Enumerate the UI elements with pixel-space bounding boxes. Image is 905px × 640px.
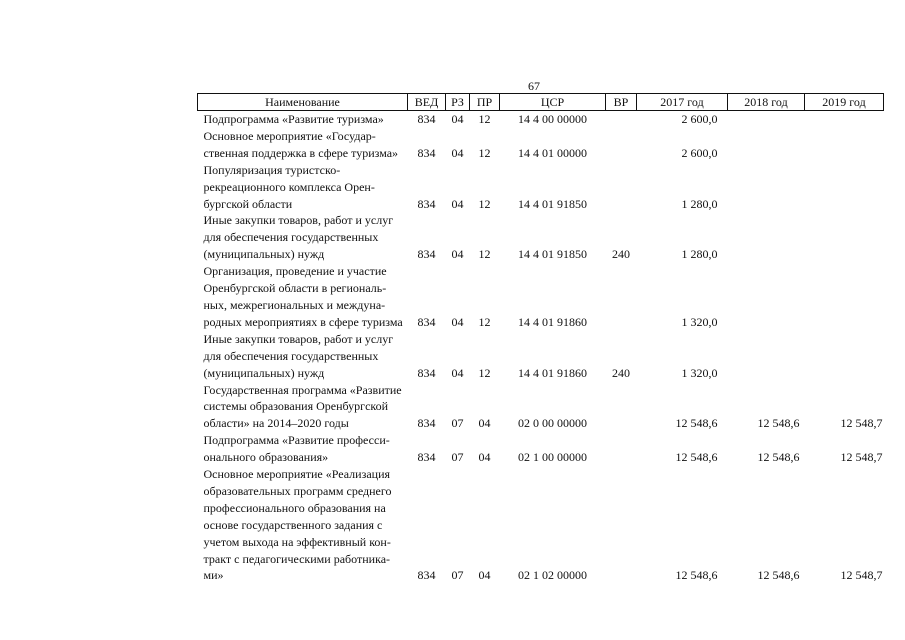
cell-2017: 1 320,0 — [681, 365, 718, 380]
header-2018: 2018 год — [728, 94, 805, 111]
cell-pr: 04 — [478, 450, 491, 465]
cell-rz: 04 — [451, 365, 464, 380]
cell-2019 — [805, 162, 884, 213]
table-row — [198, 466, 884, 584]
cell-ved: 834 — [417, 145, 436, 160]
cell-2019 — [805, 212, 884, 263]
cell-vr — [606, 128, 637, 162]
cell-2019: 12 548,7 — [840, 568, 883, 583]
cell-2017: 2 600,0 — [681, 145, 718, 160]
cell-name: Иные закупки товаров, работ и услуг для обеспечения государственных (муниципальных) нужд — [203, 331, 394, 380]
cell-rz: 04 — [451, 145, 464, 160]
cell-2019 — [805, 111, 884, 128]
cell-ved: 834 — [417, 196, 436, 211]
cell-2017: 1 320,0 — [681, 314, 718, 329]
cell-ved: 834 — [417, 112, 436, 126]
cell-ved: 834 — [417, 568, 436, 583]
cell-vr: 240 — [612, 365, 630, 380]
cell-2019 — [805, 263, 884, 331]
cell-rz: 04 — [451, 247, 464, 262]
cell-csr: 14 4 01 00000 — [518, 145, 587, 160]
cell-2017: 1 280,0 — [681, 196, 718, 211]
cell-2018 — [728, 128, 805, 162]
cell-vr — [606, 263, 637, 331]
cell-ved: 834 — [417, 314, 436, 329]
cell-name: Основное мероприятие «Государственная поддержка в сфере туризма» — [203, 128, 399, 160]
cell-rz: 07 — [451, 450, 464, 465]
budget-table — [197, 93, 884, 584]
header-2017: 2017 год — [637, 94, 728, 111]
page-number: 67 — [528, 79, 540, 93]
cell-2017: 12 548,6 — [675, 450, 718, 465]
table-row — [198, 432, 884, 466]
cell-csr: 14 4 01 91860 — [518, 365, 587, 380]
table-row — [198, 212, 884, 263]
cell-name: Подпрограмма «Развитие профессионального образования» — [203, 433, 390, 465]
cell-2018 — [728, 263, 805, 331]
cell-ved: 834 — [417, 365, 436, 380]
cell-vr — [606, 432, 637, 466]
cell-csr: 02 1 02 00000 — [518, 568, 587, 583]
table-row — [198, 111, 884, 128]
cell-rz: 04 — [451, 112, 464, 126]
cell-csr: 14 4 01 91850 — [518, 247, 587, 262]
cell-2018 — [728, 212, 805, 263]
cell-name: Иные закупки товаров, работ и услуг для обеспечения государственных (муниципальных) нужд — [203, 213, 394, 262]
table-row — [198, 263, 884, 331]
cell-vr — [606, 111, 637, 128]
table-row — [198, 162, 884, 213]
table-row — [198, 331, 884, 382]
cell-pr: 12 — [478, 365, 491, 380]
cell-pr: 04 — [478, 568, 491, 583]
cell-pr: 04 — [478, 416, 491, 431]
cell-csr: 14 4 01 91850 — [518, 196, 587, 211]
cell-pr: 12 — [478, 247, 491, 262]
cell-2018 — [728, 111, 805, 128]
cell-2018 — [728, 162, 805, 213]
cell-pr: 12 — [478, 314, 491, 329]
cell-name: Государственная программа «Развитие системы образования Оренбургской области» на 2014–2020 годы — [203, 382, 402, 431]
cell-rz: 04 — [451, 196, 464, 211]
cell-pr: 12 — [478, 112, 491, 126]
header-name: Наименование — [198, 94, 408, 111]
cell-2017: 1 280,0 — [681, 247, 718, 262]
cell-2018: 12 548,6 — [757, 450, 800, 465]
cell-vr — [606, 466, 637, 584]
cell-pr: 12 — [478, 145, 491, 160]
cell-rz: 07 — [451, 416, 464, 431]
cell-pr: 12 — [478, 196, 491, 211]
cell-ved: 834 — [417, 416, 436, 431]
cell-2019: 12 548,7 — [840, 416, 883, 431]
cell-csr: 14 4 00 00000 — [518, 112, 587, 126]
cell-2019 — [805, 331, 884, 382]
header-2019: 2019 год — [805, 94, 884, 111]
cell-2017: 2 600,0 — [681, 112, 718, 126]
cell-2018: 12 548,6 — [757, 416, 800, 431]
table-row — [198, 382, 884, 433]
cell-name: Основное мероприятие «Реализация образовательных программ среднего профессионального образования на основе государственного задания с учетом выхода на эффективный контракт с педагогическими работниками» — [203, 467, 392, 583]
cell-ved: 834 — [417, 247, 436, 262]
cell-2017: 12 548,6 — [675, 568, 718, 583]
cell-rz: 07 — [451, 568, 464, 583]
cell-rz: 04 — [451, 314, 464, 329]
header-pr: ПР — [470, 94, 500, 111]
cell-2018: 12 548,6 — [757, 568, 800, 583]
cell-vr — [606, 382, 637, 433]
header-csr: ЦСР — [500, 94, 606, 111]
cell-ved: 834 — [417, 450, 436, 465]
cell-2019: 12 548,7 — [840, 450, 883, 465]
table-row — [198, 128, 884, 162]
cell-vr: 240 — [612, 247, 630, 262]
cell-csr: 14 4 01 91860 — [518, 314, 587, 329]
table-header-row — [198, 94, 884, 111]
cell-csr: 02 1 00 00000 — [518, 450, 587, 465]
table-body — [198, 111, 884, 585]
header-vr: ВР — [606, 94, 637, 111]
cell-name: Популяризация туристско-рекреационного комплекса Оренбургской области — [203, 162, 375, 211]
header-rz: РЗ — [446, 94, 470, 111]
cell-2017: 12 548,6 — [675, 416, 718, 431]
cell-2019 — [805, 128, 884, 162]
cell-2018 — [728, 331, 805, 382]
cell-name: Организация, проведение и участие Оренбургской области в региональных, межрегиональных и международных мероприятиях в сфере туризма — [203, 264, 403, 329]
cell-csr: 02 0 00 00000 — [518, 416, 587, 431]
header-ved: ВЕД — [408, 94, 446, 111]
cell-vr — [606, 162, 637, 213]
cell-name: Подпрограмма «Развитие туризма» — [203, 112, 384, 126]
